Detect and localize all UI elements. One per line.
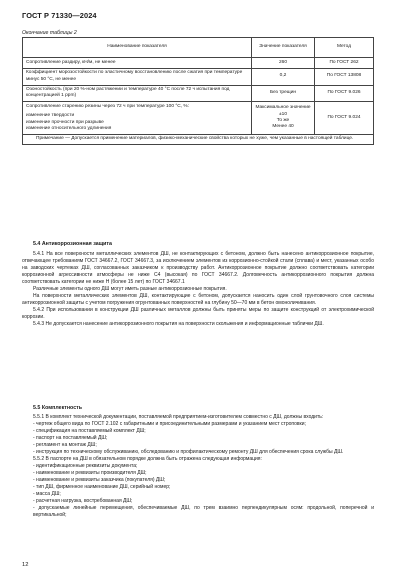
aging-method: По ГОСТ 9.024 [315,102,374,135]
list-item: - паспорт на поставляемый ДШ; [33,435,108,441]
aging-value-line: То же [276,118,290,124]
row-name: Озоностойкость (при 20 %-ном растяжении и температуре 40 °С после 72 ч испытания под концентрацией 1 ppm) [23,85,252,102]
row-method: По ГОСТ 13808 [315,68,374,85]
list-item: - идентификационные реквизиты документа; [33,463,138,469]
row-value: 260 [252,58,315,69]
column-header-method: Метод [315,38,374,58]
aging-name-line: Сопротивление старению резины через 72 ч при температуре 100 °С, %: [26,103,189,109]
page-number: 12 [22,562,29,568]
aging-name [23,102,252,135]
passport-info-list [22,463,374,519]
column-header-value: Значение показателя [252,38,315,58]
list-item: - наименование и реквизиты заказчика (покупателя) ДШ; [33,477,166,483]
paragraph: 5.5.2 В паспорте на ДШ в обязательном порядке должна быть отражена следующая информация: [33,456,262,462]
table-caption: Окончание таблицы 2 [22,30,77,36]
row-value: Без трещин [252,85,315,102]
list-item: - регламент на монтаж ДШ; [33,442,97,448]
aging-value-line: Максимальное значение [255,105,311,111]
aging-name-line: изменение относительного удлинения [26,125,112,131]
documentation-list [22,421,374,456]
row-method: По ГОСТ 9.026 [315,85,374,102]
table-header-row [23,38,374,58]
properties-table [22,37,374,145]
table-note: Примечание — Допускается применение материалов, физико-механические свойства которых не хуже, чем указанные в настоящей таблице. [23,134,374,145]
list-item: - наименование и реквизиты производителя ДШ; [33,470,147,476]
section-title-5-4: 5.4 Антикоррозионная защита [33,241,112,247]
column-header-name: Наименование показателя [23,38,252,58]
table-row [23,68,374,85]
paragraph: 5.5.1 В комплект технической документации, поставляемой предприятием-изготовителем совместно с ДШ, должны входить: [33,414,324,420]
section-5-5-body [22,414,374,519]
section-5-4-body [22,251,374,328]
paragraph: 5.4.2 При использовании в конструкции ДШ различных металлов должны быть приняты меры по защите конструкций от электрохимической коррозии. [22,307,374,320]
list-item: - допускаемые линейные перемещения, обеспечиваемые ДШ, по трем взаимно перпендикулярным осям: продольной, поперечной и вертикальной; [33,505,374,518]
paragraph: На поверхности металлических элементов ДШ, контактирующие с бетоном, допускается наносить один слой грунтовочного слоя системы антикоррозионной защиты с учетом погружения огрунтованных поверхностей на глубину 50—70 мм в бетон омоноличивания. [22,293,374,306]
table-row-aging [23,102,374,135]
aging-value [252,102,315,135]
row-name: Коэффициент морозостойкости по эластичному восстановлению после сжатия при температуре минус 50 °С, не менее [23,68,252,85]
aging-name-line: изменение твердости [26,113,75,119]
list-item: - чертеж общего вида по ГОСТ 2.102 с габаритными и присоединительными размерами и указанием мест строповки; [33,421,306,427]
table-row [23,58,374,69]
list-item: - спецификация на поставляемый комплект ДШ; [33,428,146,434]
list-item: - расчетная нагрузка, востребованная ДШ; [33,498,133,504]
paragraph: Различные элементы одного ДШ могут иметь разные антикоррозионные покрытия. [33,286,227,292]
row-value: 0,2 [252,68,315,85]
aging-value-line: Менее 40 [272,124,294,130]
list-item: - масса ДШ; [33,491,61,497]
section-title-5-5: 5.5 Комплектность [33,405,82,411]
list-item: - инструкция по техническому обслуживанию, обследованию и профилактическому ремонту ДШ для обеспечения срока службы ДШ. [33,449,344,455]
aging-value-line: ±10 [279,111,287,117]
table-row [23,85,374,102]
table-note-row [23,134,374,145]
document-header: ГОСТ Р 71330—2024 [22,11,97,20]
aging-name-line: изменение прочности при разрыве [26,119,104,125]
row-name: Сопротивление раздиру, кН/м, не менее [23,58,252,69]
row-method: По ГОСТ 262 [315,58,374,69]
paragraph: 5.4.1 На все поверхности металлических элементов ДШ, не контактирующих с бетоном, должно быть нанесено антикоррозионное покрытие, отвечающее требованиям ГОСТ 34667.2, ГОСТ 34667.3, за исключением элементов из коррозионно-стойкой стали (сплава) и мест, указанных особо на заводских чертежах ДШ, согласованных заказчиком к производству работ. Антикоррозионное покрытие должно соответствовать категории коррозионной агрессивности атмосферы не ниже С4 (высокая) по ГОСТ 34667.2. Долговечность антикоррозионного покрытия должна соответствовать категории не ниже Н (более 15 лет) по ГОСТ 34667.1 [22,251,374,285]
paragraph: 5.4.3 Не допускается нанесение антикоррозионного покрытия на поверхности скольжения и информационные таблички ДШ. [33,321,324,327]
list-item: - тип ДШ, фирменное наименование ДШ, серийный номер; [33,484,171,490]
